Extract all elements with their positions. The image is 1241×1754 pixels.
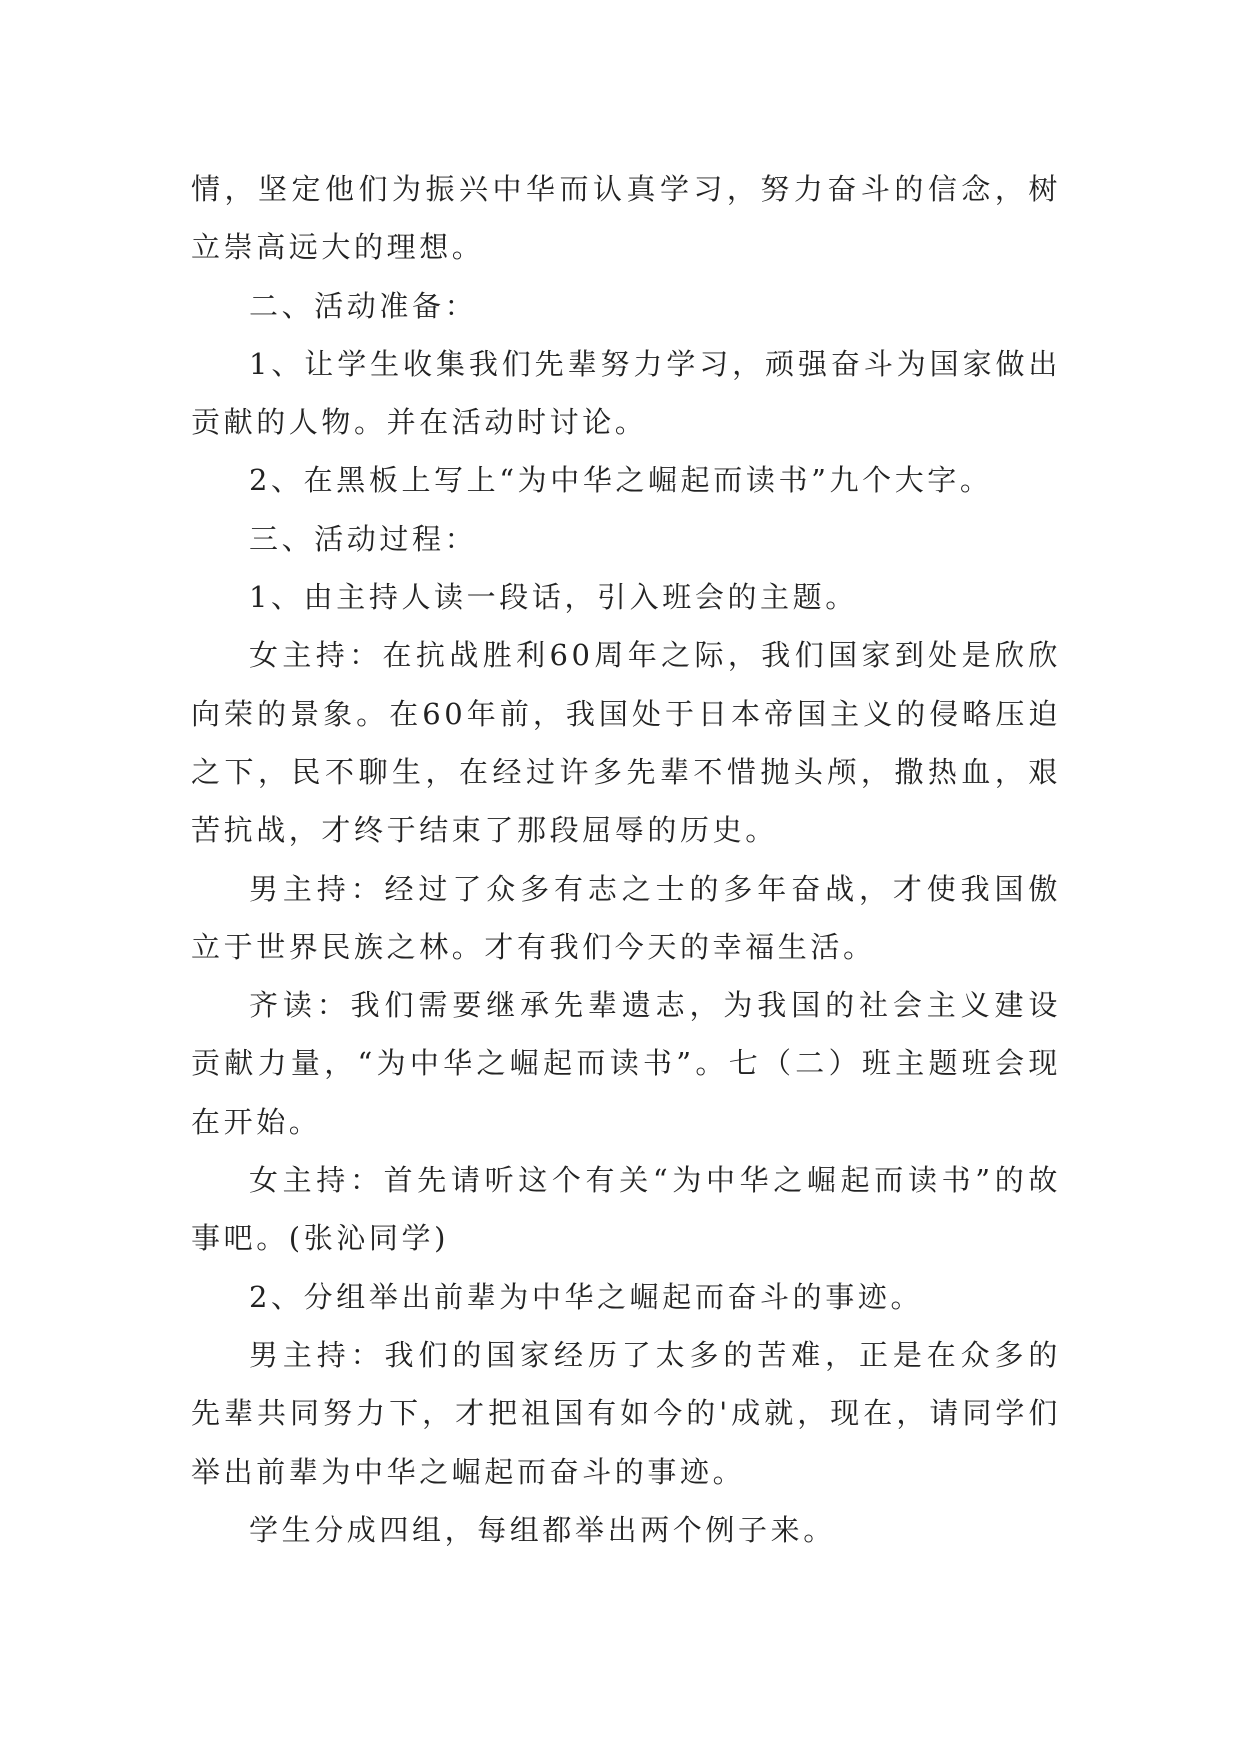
paragraph-female-host-1: 女主持：在抗战胜利60周年之际，我们国家到处是欣欣向荣的景象。在60年前，我国处于日本帝国主义的侵略压迫之下，民不聊生，在经过许多先辈不惜抛头颅，撒热血，艰苦抗战，才终于结束了那段屈辱的历史。 xyxy=(191,638,1061,848)
paragraph-male-host-1: 男主持：经过了众多有志之士的多年奋战，才使我国傲立于世界民族之林。才有我们今天的幸福生活。 xyxy=(191,871,1061,964)
paragraph-prep-item-1: 1、让学生收集我们先辈努力学习，顽强奋斗为国家做出贡献的人物。并在活动时讨论。 xyxy=(191,346,1061,440)
section-heading-process: 三、活动过程： xyxy=(249,521,478,556)
paragraph-continuation: 情，坚定他们为振兴中华而认真学习，努力奋斗的信念，树立崇高远大的理想。 xyxy=(191,172,1061,265)
paragraph-female-host-2: 女主持：首先请听这个有关“为中华之崛起而读书”的故事吧。(张沁同学) xyxy=(191,1163,1061,1256)
paragraph-student-groups: 学生分成四组，每组都举出两个例子来。 xyxy=(249,1512,836,1547)
document-body xyxy=(191,160,1061,1559)
paragraph-male-host-2: 男主持：我们的国家经历了太多的苦难，正是在众多的先辈共同努力下，才把祖国有如今的'成就，现在，请同学们举出前辈为中华之崛起而奋斗的事迹。 xyxy=(191,1337,1061,1489)
paragraph-process-step-1: 1、由主持人读一段话，引入班会的主题。 xyxy=(249,580,858,615)
paragraph-prep-item-2: 2、在黑板上写上“为中华之崛起而读书”九个大字。 xyxy=(249,463,993,498)
section-heading-preparation: 二、活动准备： xyxy=(249,288,478,323)
paragraph-process-step-2: 2、分组举出前辈为中华之崛起而奋斗的事迹。 xyxy=(249,1279,924,1314)
paragraph-group-reading: 齐读：我们需要继承先辈遗志，为我国的社会主义建设贡献力量，“为中华之崛起而读书”。七（二）班主题班会现在开始。 xyxy=(191,988,1061,1139)
